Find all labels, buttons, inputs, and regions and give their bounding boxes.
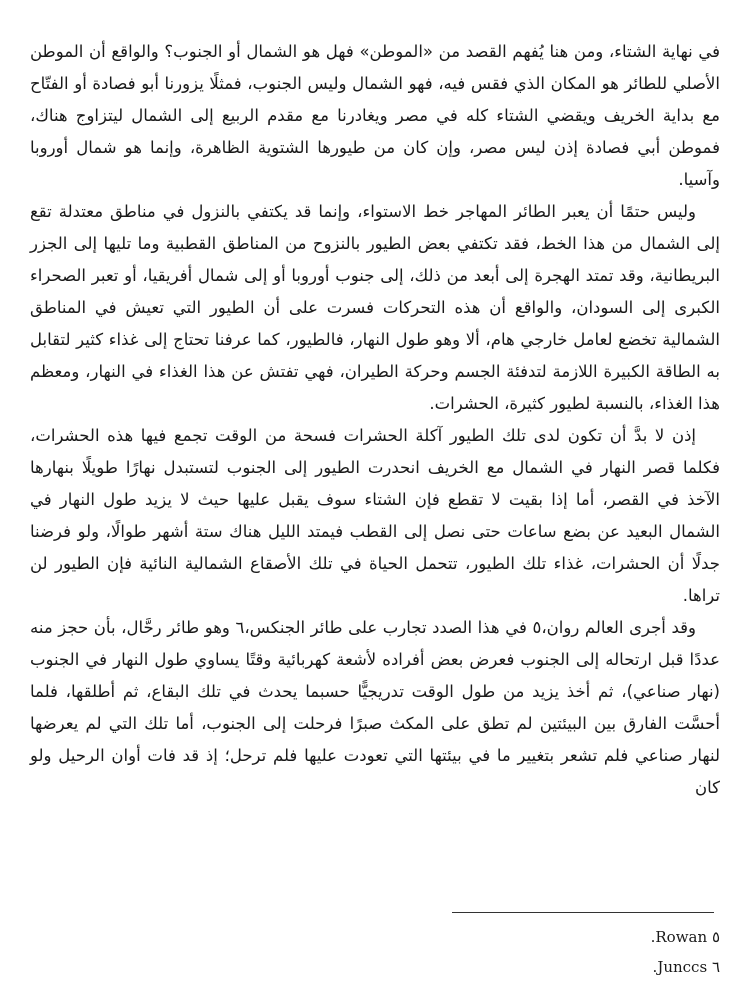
footnote-5: ٥ Rowan.: [650, 928, 720, 946]
page-body: [30, 36, 720, 804]
paragraph-3: إذن لا بدَّ أن تكون لدى تلك الطيور آكلة الحشرات فسحة من الوقت تجمع فيها هذه الحشرات، فكلما قصر النهار في الشمال مع الخريف انحدرت الطيور إلى الجنوب لتستبدل نهارًا طويلًا بنهارها الآخذ في القصر، أما إذا بقيت لا تقطع فإن الشتاء سوف يقبل عليها حيث لا يزيد طول النهار في الشمال البعيد عن بضع ساعات حتى نصل إلى القطب فيمتد الليل هناك ستة أشهر طوالًا، ولو فرضنا جدلًا أن الحشرات، غذاء تلك الطيور، تتحمل الحياة في تلك الأصقاع الشمالية النائية فإن الطيور لن تراها.: [30, 426, 720, 605]
paragraph-2: وليس حتمًا أن يعبر الطائر المهاجر خط الاستواء، وإنما قد يكتفي بالنزول في مناطق معتدلة تقع إلى الشمال من هذا الخط، فقد تكتفي بعض الطيور بالنزوح من المناطق القطبية وما تليها إلى الجزر البريطانية، وقد تمتد الهجرة إلى أبعد من ذلك، إلى جنوب أوروبا أو إلى شمال أفريقيا، أو تعبر الصحراء الكبرى إلى السودان، والواقع أن هذه التحركات فسرت على أن الطيور التي تعيش في المناطق الشمالية تخضع لعامل خارجي هام، ألا وهو طول النهار، فالطيور، كما عرفنا تحتاج إلى غذاء كثير لتقابل به الطاقة الكبيرة اللازمة لتدفئة الجسم وحركة الطيران، فهي تفتش عن هذا الغذاء في النهار، ومعظم هذا الغذاء، بالنسبة لطيور كثيرة، الحشرات.: [30, 202, 720, 413]
paragraph-1: في نهاية الشتاء، ومن هنا يُفهم القصد من «الموطن» فهل هو الشمال أو الجنوب؟ والواقع أن الموطن الأصلي للطائر هو المكان الذي فقس فيه، فهو الشمال وليس الجنوب، فمثلًا يزورنا أبو فصادة أو الفتّاح مع بداية الخريف ويقضي الشتاء كله في مصر ويغادرنا مع مقدم الربيع إلى الشمال ليتزاوج هناك، فموطن أبي فصادة إذن ليس مصر، وإن كان من طيورها الشتوية الظاهرة، وإنما هو شمال أوروبا وآسيا.: [30, 42, 720, 189]
paragraph-4: وقد أجرى العالم روان،٥ في هذا الصدد تجارب على طائر الجنكس،٦ وهو طائر رحَّال، بأن حجز منه عددًا قبل ارتحاله إلى الجنوب فعرض بعض أفراده لأشعة كهربائية وقتًا يساوي طول النهار في الجنوب (نهار صناعي)، ثم أخذ يزيد من طول الوقت تدريجيًّا حسبما يحدث في تلك البقاع، ثم أطلقها، فلما أحسَّت الفارق بين البيئتين لم تطق على المكث صبرًا فرحلت إلى الجنوب، أما تلك التي لم يعرضها لنهار صناعي فلم تشعر بتغيير ما في بيئتها التي تعودت عليها فلم ترحل؛ إذ قد فات أوان الرحيل ولو كان: [30, 618, 720, 797]
footnote-divider: [452, 912, 714, 913]
footnotes: [651, 922, 720, 982]
footnote-6: ٦ Junccs.: [652, 958, 720, 976]
